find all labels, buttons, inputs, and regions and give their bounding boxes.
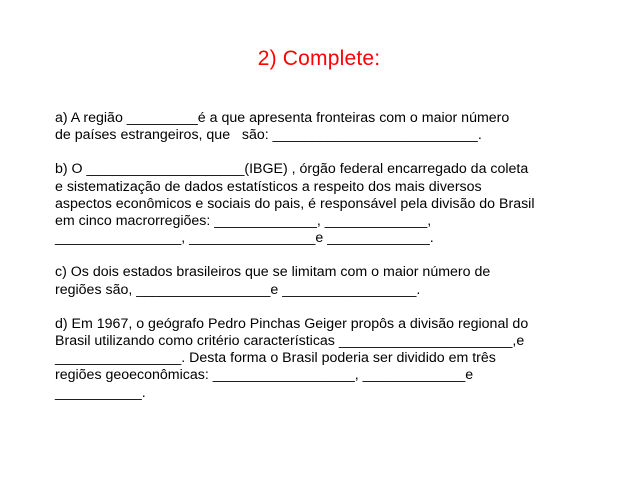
question-b-line: b) O ____________________(IBGE) , órgão federal encarregado da coleta [55,161,529,178]
question-c-line: c) Os dois estados brasileiros que se limitam com o maior número de [55,264,491,281]
exercise-body [55,110,615,419]
question-d-line: ________________. Desta forma o Brasil poderia ser dividido em três [55,350,496,367]
question-b-line: e sistematização de dados estatísticos a respeito dos mais diversos [55,178,482,195]
slide-title: 2) Complete: [257,47,381,70]
question-d-line: ___________. [55,384,146,401]
question-a [55,110,615,144]
question-d [55,316,615,402]
question-b-line: aspectos econômicos e sociais do pais, é responsável pela divisão do Brasil [55,195,535,212]
question-d-line: regiões geoeconômicas: __________________, _____________e [55,367,474,384]
question-c-line: regiões são, _________________e _________________. [55,281,421,298]
question-b [55,161,615,247]
question-d-line: d) Em 1967, o geógrafo Pedro Pinchas Geiger propôs a divisão regional do [55,315,529,332]
question-b-line: em cinco macrorregiões: _____________, _____________, [55,213,432,230]
question-a-line: de países estrangeiros, que são: __________________________. [55,127,482,144]
question-c [55,264,615,298]
question-d-line: Brasil utilizando como critério características ______________________,e [55,333,525,350]
question-a-line: a) A região _________é a que apresenta fronteiras com o maior número [55,110,510,126]
question-b-line: ________________, ________________e _____________. [55,230,434,247]
